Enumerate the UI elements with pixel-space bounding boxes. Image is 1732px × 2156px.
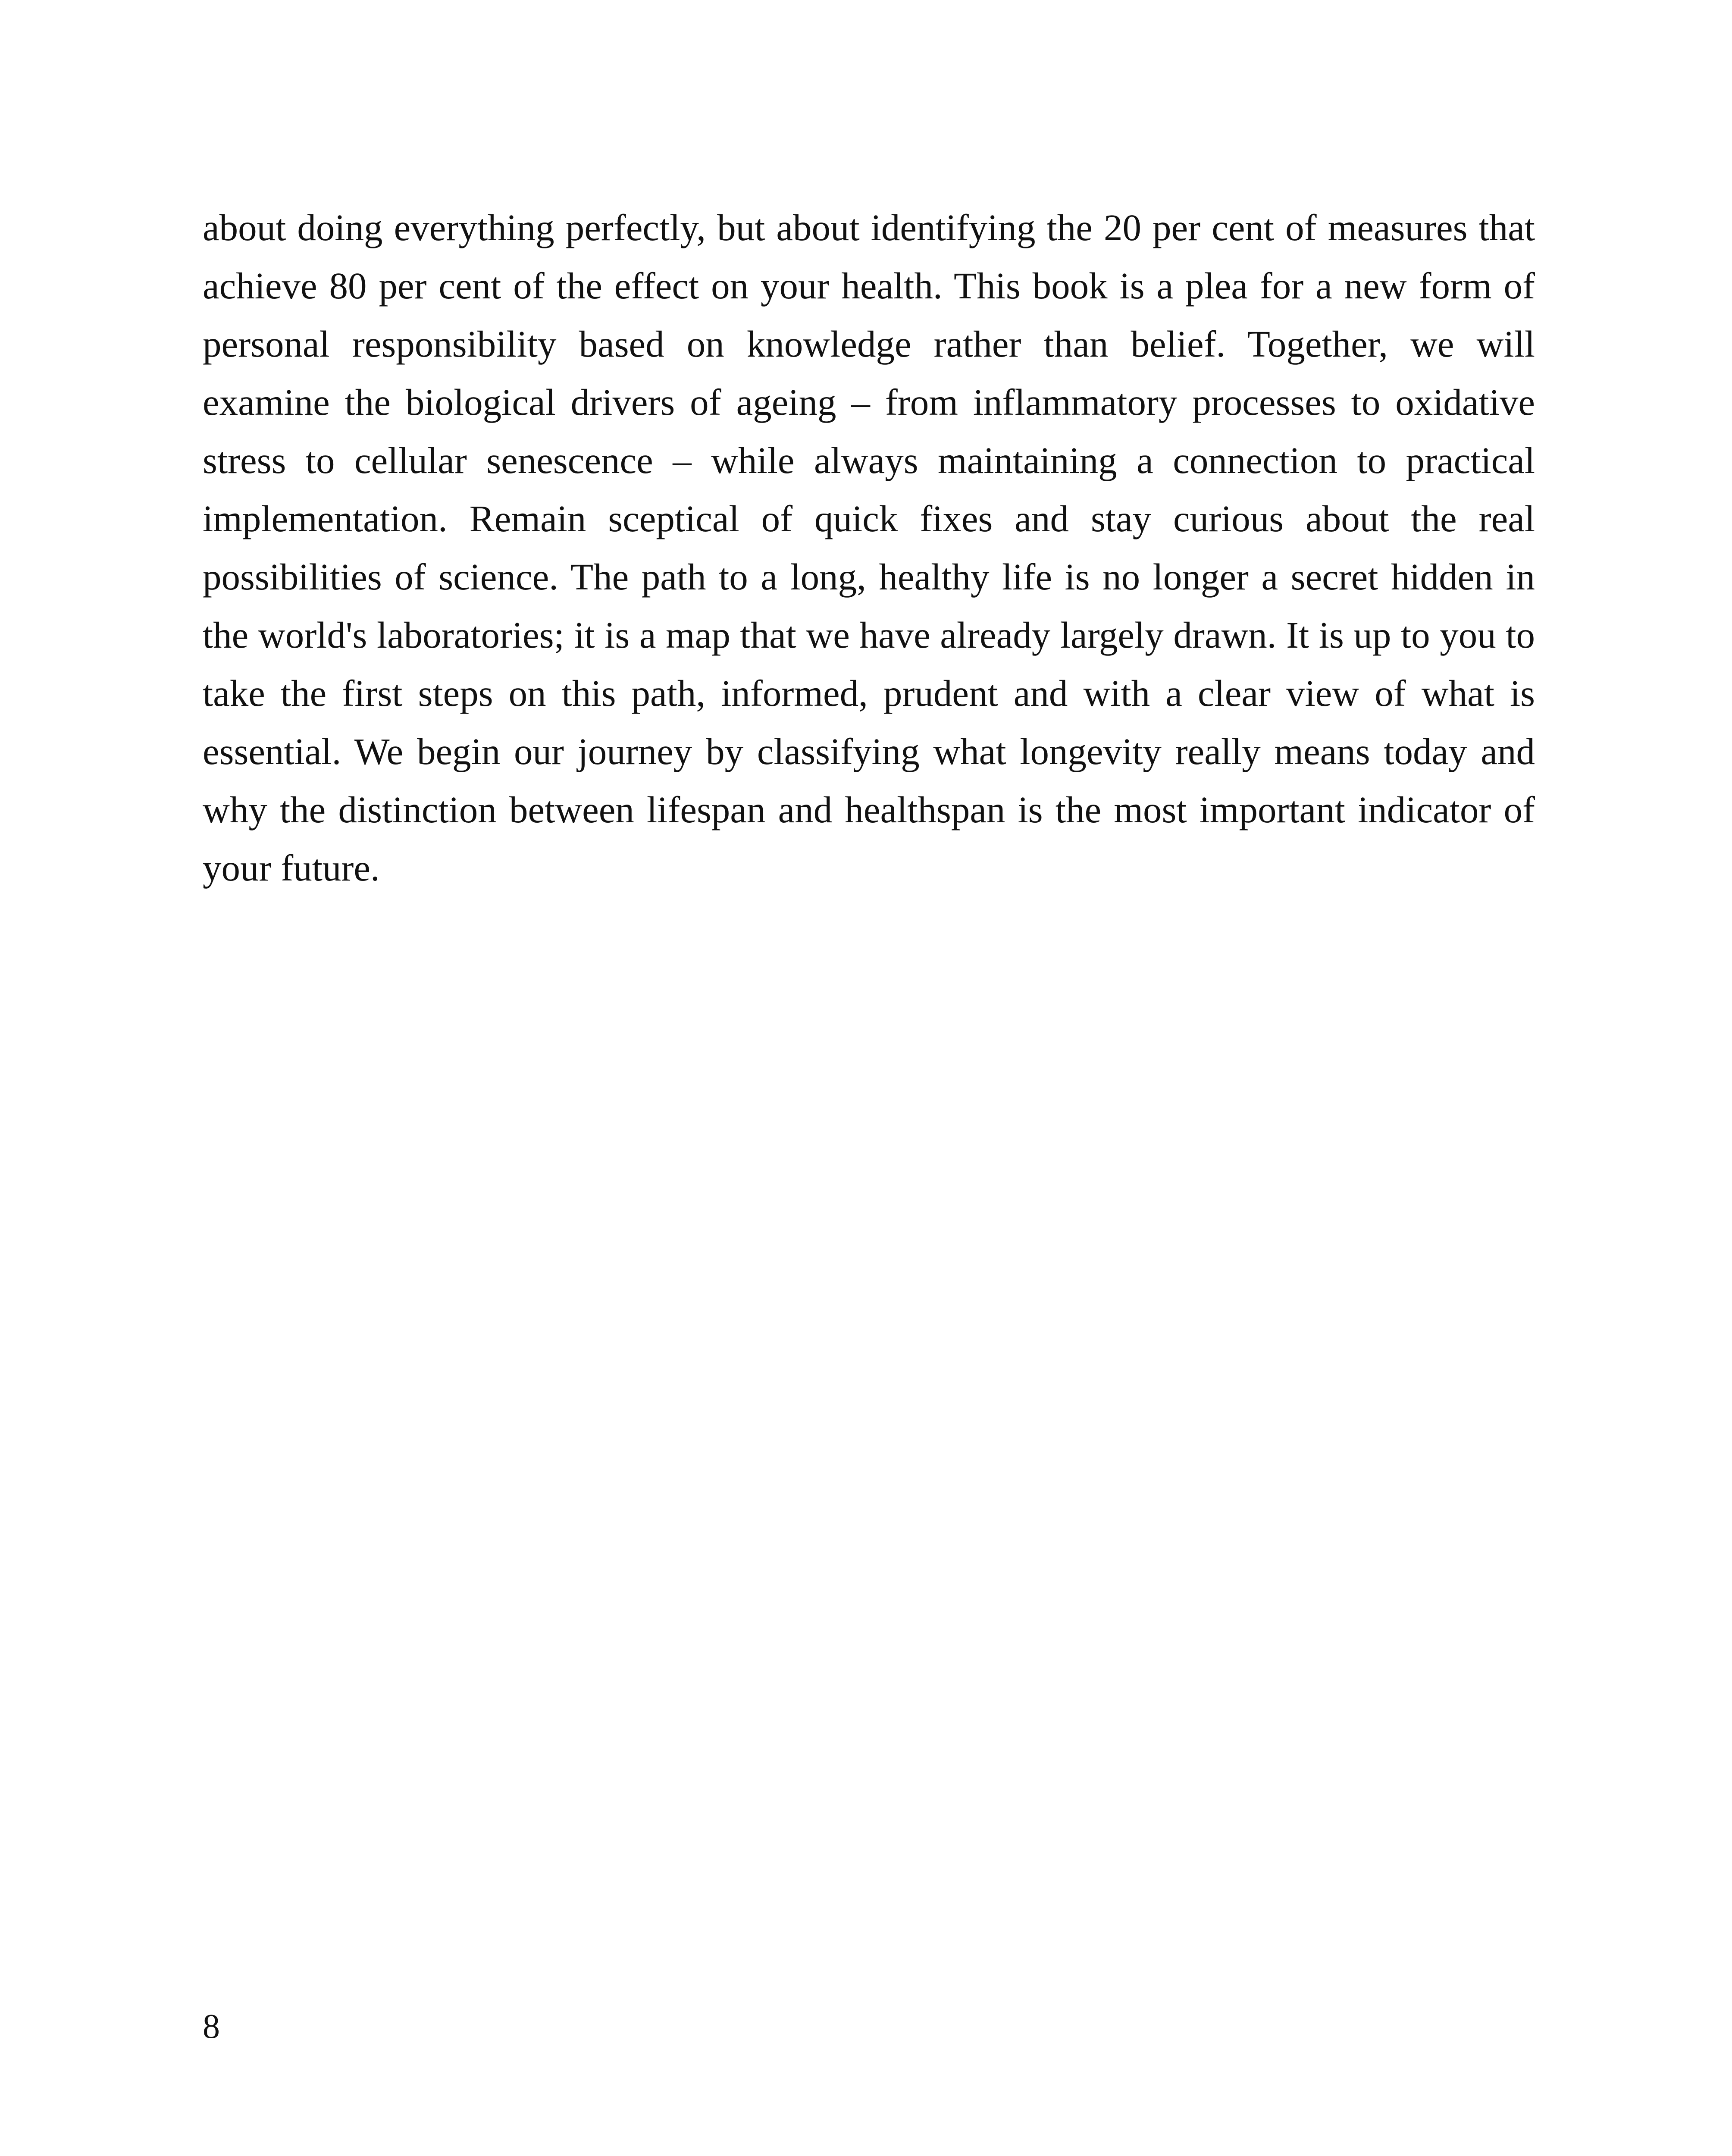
page-number: 8 xyxy=(203,2008,220,2046)
body-paragraph: about doing everything perfectly, but about identifying the 20 per cent of measures that achieve 80 per cent of the effect on your health. This book is a plea for a new form of personal responsibility based on knowledge rather than belief. Together, we will examine the biological drivers of ageing – from inflammatory processes to oxidative stress to cellular senescence – while always maintaining a connection to practical implementation. Remain sceptical of quick fixes and stay curious about the real possibilities of science. The path to a long, healthy life is no longer a secret hidden in the world's laboratories; it is a map that we have already largely drawn. It is up to you to take the first steps on this path, informed, prudent and with a clear view of what is essential. We begin our journey by classifying what longevity really means today and why the distinction between lifespan and healthspan is the most important indicator of your future. xyxy=(203,207,1535,889)
